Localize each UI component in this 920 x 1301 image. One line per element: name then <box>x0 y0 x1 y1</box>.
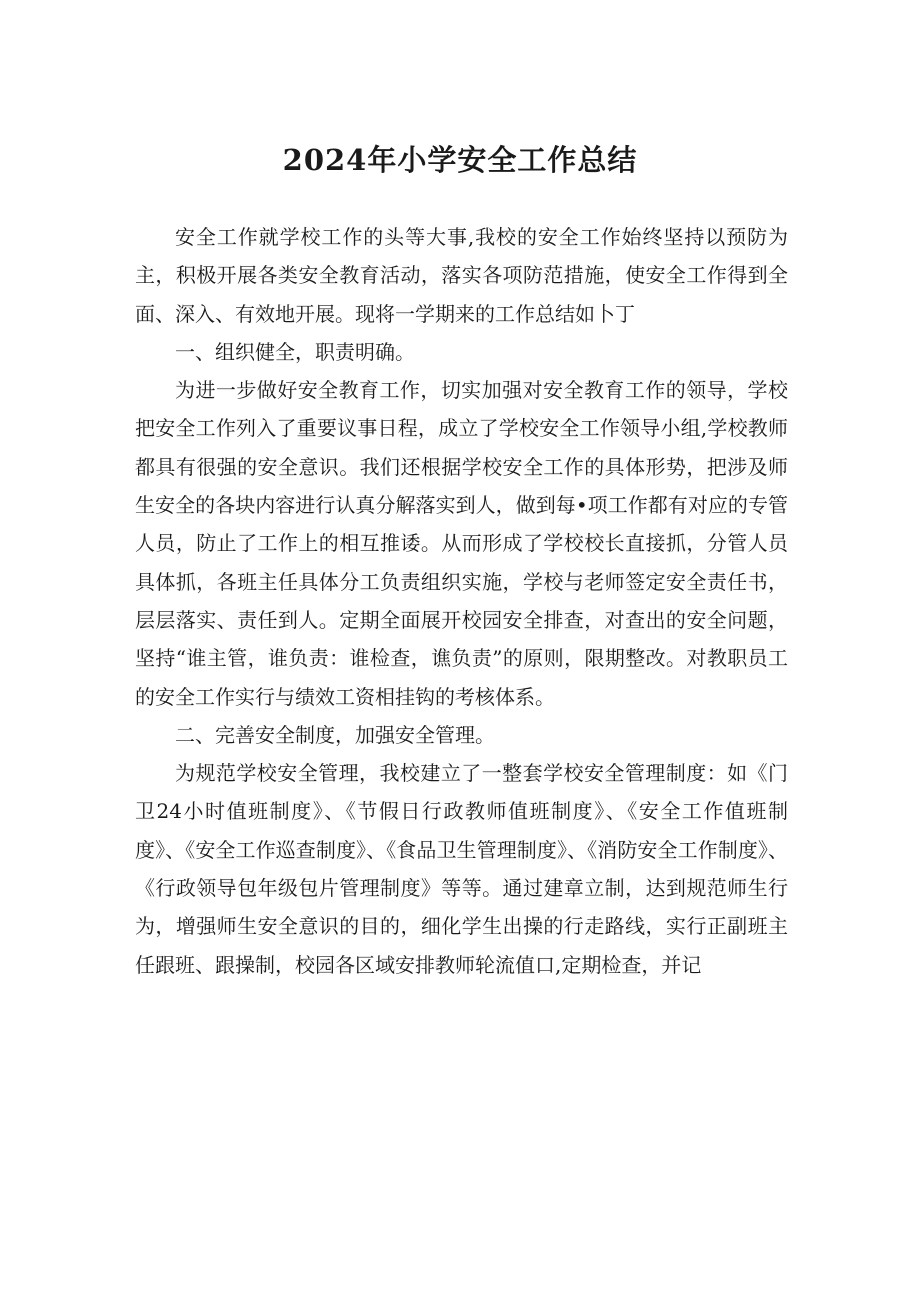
section-2-paragraph: 为规范学校安全管理，我校建立了一整套学校安全管理制度：如《门卫24小时值班制度》、《节假日行政教师值班制度》、《安全工作值班制度》、《安全工作巡查制度》、《食品卫生管理制度》、《消防安全工作制度》、《行政领导包年级包片管理制度》等等。通过建章立制，达到规范师生行为，增强师生安全意识的目的，细化学生出操的行走路线，实行正副班主任跟班、跟操制，校园各区域安排教师轮流值口,定期检查，并记 <box>135 761 788 977</box>
document-title: 2024年小学安全工作总结 <box>282 143 638 177</box>
intro-paragraph: 安全工作就学校工作的头等大事,我校的安全工作始终坚持以预防为主，积极开展各类安全教育活动，落实各项防范措施，使安全工作得到全面、深入、有效地开展。现将一学期来的工作总结如卜丁 <box>135 225 788 326</box>
section-heading-2: 二、完善安全制度，加强安全管理。 <box>175 722 495 747</box>
section-heading-1: 一、组织健全，职责明确。 <box>175 339 415 364</box>
section-1-paragraph: 为进一步做好安全教育工作，切实加强对安全教育工作的领导，学校把安全工作列入了重要议事日程，成立了学校安全工作领导小组,学校教师都具有很强的安全意识。我们还根据学校安全工作的具体形势，把涉及师生安全的各块内容进行认真分解落实到人，做到每•项工作都有对应的专管人员，防止了工作上的相互推诿。从而形成了学校校长直接抓，分管人员具体抓，各班主任具体分工负责组织实施，学校与老师签定安全责任书，层层落实、责任到人。定期全面展开校园安全排查，对查出的安全问题，坚持“谁主管，谁负责：谁检查，谯负责”的原则，限期整改。对教职员工的安全工作实行与绩效工资相挂钩的考核体系。 <box>135 378 788 709</box>
document-body <box>135 218 788 984</box>
